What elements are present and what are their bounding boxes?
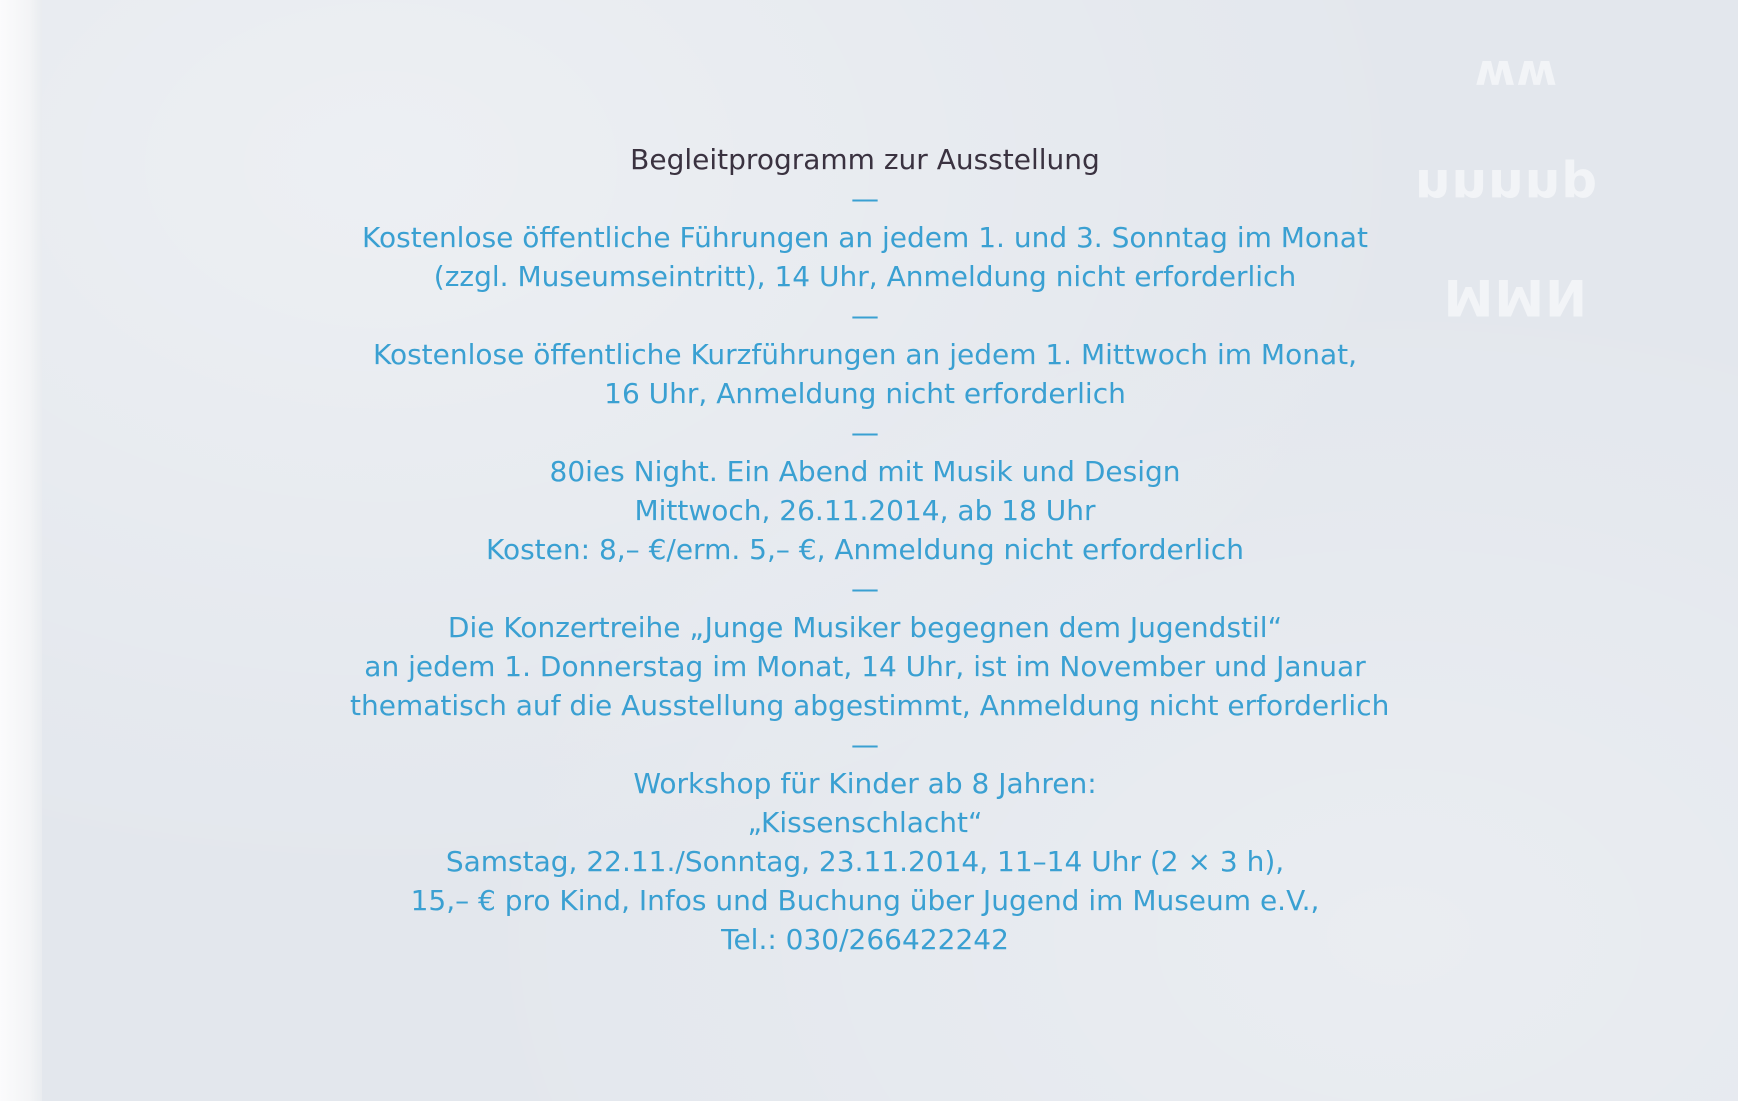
bleed-through-mark: ww	[1474, 50, 1558, 101]
text-line: Workshop für Kinder ab 8 Jahren:	[633, 767, 1097, 800]
text-line: Kostenlose öffentliche Kurzführungen an jedem 1. Mittwoch im Monat,	[373, 338, 1357, 371]
scan-left-edge	[0, 0, 42, 1101]
text-line: Tel.: 030/266422242	[721, 923, 1009, 956]
program-item-kids-workshop	[350, 764, 1380, 959]
program-item-80ies-night	[350, 452, 1380, 569]
text-line: an jedem 1. Donnerstag im Monat, 14 Uhr, ist im November und Januar	[364, 650, 1366, 683]
text-line: (zzgl. Museumseintritt), 14 Uhr, Anmeldung nicht erforderlich	[433, 260, 1297, 293]
text-line: Kosten: 8,– €/erm. 5,– €, Anmeldung nicht erforderlich	[485, 533, 1244, 566]
bleed-through-mark: MMN	[1443, 268, 1588, 326]
text-line: Kostenlose öffentliche Führungen an jedem 1. und 3. Sonntag im Monat	[362, 221, 1368, 254]
text-line: Mittwoch, 26.11.2014, ab 18 Uhr	[634, 494, 1096, 527]
text-line: Samstag, 22.11./Sonntag, 23.11.2014, 11–14 Uhr (2 × 3 h),	[445, 845, 1285, 878]
text-line: 80ies Night. Ein Abend mit Musik und Design	[549, 455, 1181, 488]
separator-dash: —	[851, 728, 879, 761]
text-line: 15,– € pro Kind, Infos und Buchung über Jugend im Museum e.V.,	[410, 884, 1320, 917]
separator-dash: —	[851, 416, 879, 449]
bleed-through-mark: nnnnp	[1414, 158, 1598, 216]
program-text	[350, 140, 1390, 959]
program-item-short-tours	[350, 335, 1380, 413]
text-line: 16 Uhr, Anmeldung nicht erforderlich	[604, 377, 1126, 410]
separator-dash: —	[851, 572, 879, 605]
separator-dash: —	[851, 299, 879, 332]
program-item-concert-series	[350, 608, 1390, 725]
program-item-guided-tours	[350, 218, 1380, 296]
text-line: Die Konzertreihe „Junge Musiker begegnen dem Jugendstil“	[447, 611, 1283, 644]
separator-dash: —	[851, 182, 879, 215]
document-title: Begleitprogramm zur Ausstellung	[630, 143, 1100, 176]
text-line: „Kissenschlacht“	[747, 806, 983, 839]
text-line: thematisch auf die Ausstellung abgestimmt, Anmeldung nicht erforderlich	[350, 689, 1390, 722]
